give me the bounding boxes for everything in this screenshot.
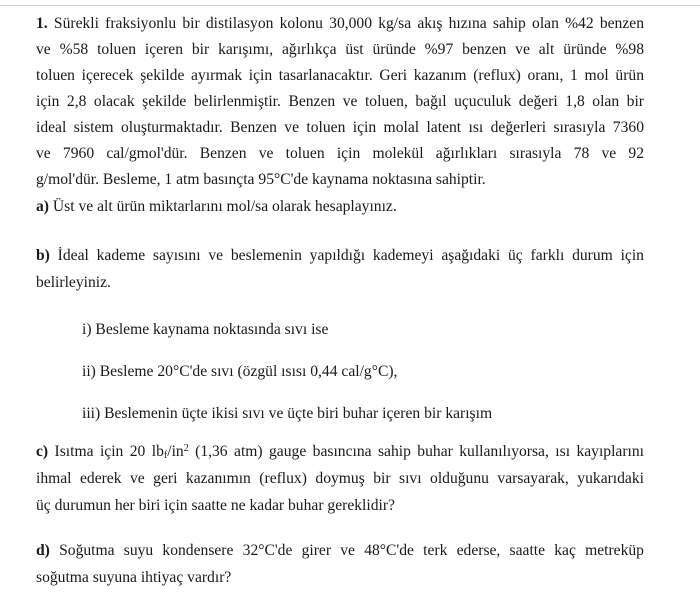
part-a: [36, 197, 397, 217]
top-divider: [0, 5, 700, 6]
part-d-label: d): [36, 542, 50, 559]
intro-line-2: ve %58 toluen içeren bir karışımı, ağırlıkça üst üründe %97 benzen ve alt üründe %98: [36, 41, 644, 58]
intro-line-5: ideal sistem oluşturmaktadır. Benzen ve toluen için molal latent ısı değerleri sırasıyla 7360: [36, 119, 644, 136]
part-a-text: Üst ve alt ürün miktarlarını mol/sa olarak hesaplayınız.: [52, 198, 397, 215]
feed-boiling-temperature: 95°C: [258, 171, 291, 188]
intro-line-4: için 2,8 olacak şekilde belirlenmiştir. Benzen ve toluen, bağıl uçuculuk değeri 1,8 olan bir: [36, 93, 644, 110]
intro-line-6: ve 7960 cal/gmol'dür. Benzen ve toluen için molekül ağırlıkları sırasıyla 78 ve 92: [36, 145, 644, 162]
part-d-line-1: d) Soğutma suyu kondensere 32°C'de girer ve 48°C'de terk ederse, saatte kaç metreküp: [36, 542, 644, 559]
water-outlet-temperature: 48°C: [364, 542, 397, 559]
part-b-case-2: ii) Besleme 20°C'de sıvı (özgül ısısı 0,44 cal/g°C),: [82, 363, 398, 380]
intro-line-1: 1. Sürekli fraksiyonlu bir distilasyon kolonu 30,000 kg/sa akış hızına sahip olan %42 benzen: [36, 15, 644, 32]
part-c-line-2: ihmal ederek ve geri kazanımın (reflux) doymuş bir sıvı olduğunu varsayarak, yukarıdaki: [36, 470, 644, 487]
part-b-line-1: b) İdeal kademe sayısını ve beslemenin yapıldığı kademeyi aşağıdaki üç farklı durum için: [36, 247, 644, 264]
part-a-label: a): [36, 198, 49, 215]
part-c-line-1: c) Isıtma için 20 $lb_f/in^2$ (1,36 atm) gauge basıncına sahip buhar kullanılıyorsa, ısı kayıplarını: [36, 443, 644, 461]
part-b-case-1: i) Besleme kaynama noktasında sıvı ise: [82, 321, 329, 338]
part-d-line-2: soğutma suyuna ihtiyaç vardır?: [36, 569, 232, 586]
problem-number: 1.: [36, 15, 48, 32]
intro-line-3: toluen içerecek şekilde ayırmak için tasarlanacaktır. Geri kazanım (reflux) oranı, 1 mol ürün: [36, 67, 644, 84]
part-c-label: c): [36, 443, 49, 460]
part-b-label: b): [36, 247, 50, 264]
intro-line-7: g/mol'dür. Besleme, 1 atm basınçta 95°C'de kaynama noktasına sahiptir.: [36, 171, 486, 188]
water-inlet-temperature: 32°C: [242, 542, 275, 559]
feed-liquid-temperature: 20°C: [157, 363, 190, 380]
part-b-case-3: iii) Beslemenin üçte ikisi sıvı ve üçte biri buhar içeren bir karışım: [82, 405, 493, 422]
part-b-line-2: belirleyiniz.: [36, 274, 111, 291]
part-c-line-3: üç durumun her biri için saatte ne kadar buhar gereklidir?: [36, 497, 395, 514]
